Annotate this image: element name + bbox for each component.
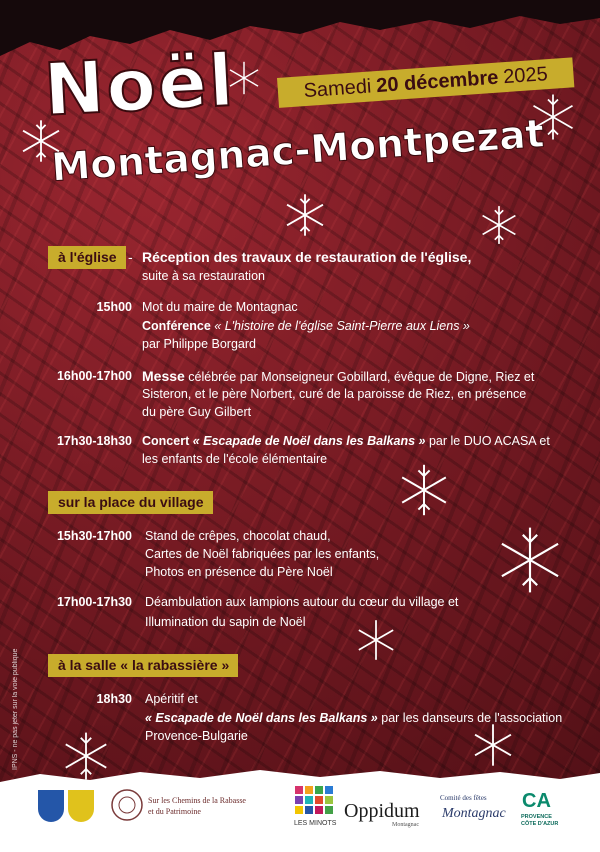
dance-text: par les danseurs de l'association [381, 711, 563, 725]
event-line: par Philippe Borgard [142, 337, 256, 351]
ca-region-line1: PROVENCE [521, 814, 552, 820]
credit-agricole-logo: CA [522, 790, 551, 812]
event-line: Déambulation aux lampions autour du cœur du village et [145, 595, 459, 609]
event-line: Provence-Bulgarie [145, 729, 248, 743]
snowflake-icon [18, 118, 64, 164]
rabasse-subtitle: et du Patrimoine [148, 807, 201, 816]
eglise-subline: suite à sa restauration [142, 269, 265, 283]
event-time: 18h30 [96, 692, 132, 706]
date-weekday: Samedi [302, 74, 373, 102]
snowflake-icon [282, 192, 328, 238]
snowflake-icon [396, 462, 452, 518]
event-line [142, 368, 534, 385]
comite-label: Comité des fêtes [440, 794, 487, 802]
event-time: 16h00-17h00 [56, 369, 132, 383]
concert-text: par le DUO ACASA et [428, 434, 550, 448]
conference-label: Conférence [142, 319, 211, 333]
coat-of-arms-logo [68, 790, 94, 822]
coat-of-arms-logo [38, 790, 64, 822]
event-line: Stand de crêpes, chocolat chaud, [145, 529, 331, 543]
les-minots-name: LES MINOTS [294, 820, 337, 827]
event-line: Mot du maire de Montagnac [142, 300, 298, 314]
event-line: Cartes de Noël fabriquées par les enfants, [145, 547, 380, 561]
messe-label: Messe [142, 368, 185, 384]
event-line: Sisteron, et le père Norbert, curé de la paroisse de Riez, en présence [142, 387, 527, 401]
rabasse-logo [110, 788, 144, 822]
event-time: 15h30-17h00 [56, 529, 132, 543]
snowflake-icon [494, 524, 566, 596]
oppidum-logo: Oppidum [344, 800, 420, 822]
snowflake-icon [470, 722, 516, 768]
event-line [142, 318, 470, 334]
section-tag-eglise: à l'église [48, 246, 126, 269]
snowflake-icon [226, 60, 262, 96]
dance-title: « Escapade de Noël dans les Balkans » [145, 711, 378, 725]
conference-title: « L'histoire de l'église Saint-Pierre aux Liens » [214, 319, 470, 333]
event-line: Apéritif et [145, 692, 198, 706]
section-tag-place: sur la place du village [48, 491, 213, 514]
event-time: 15h00 [96, 300, 132, 314]
snowflake-icon [528, 92, 578, 142]
concert-label: Concert [142, 434, 190, 448]
event-line: du père Guy Gilbert [142, 405, 252, 419]
rabasse-name: Sur les Chemins de la Rabasse [148, 796, 246, 805]
messe-text: célébrée par Monseigneur Gobillard, évêque de Digne, Riez et [188, 370, 535, 384]
event-time: 17h30-18h30 [56, 434, 132, 448]
dash: - [128, 249, 133, 265]
date-year: 2025 [502, 62, 549, 88]
event-line [142, 433, 550, 449]
section-tag-salle: à la salle « la rabassière » [48, 654, 238, 677]
eglise-headline: Réception des travaux de restauration de l'église, [142, 249, 472, 265]
title-village: Montagnac-Montpezat [50, 111, 546, 191]
oppidum-subtitle: Montagnac [392, 822, 419, 828]
title-noel: Noël [42, 37, 238, 132]
snowflake-icon [354, 618, 398, 662]
event-line: Photos en présence du Père Noël [145, 565, 333, 579]
date-day-month: 20 décembre [375, 66, 500, 97]
comite-logo: Montagnac [442, 806, 506, 821]
event-line: les enfants de l'école élémentaire [142, 452, 328, 466]
ca-region-line2: CÔTE D'AZUR [521, 821, 559, 827]
snowflake-icon [478, 204, 520, 246]
event-time: 17h00-17h30 [56, 595, 132, 609]
les-minots-logo [294, 784, 334, 818]
ipns-note: IPNS - ne pas jeter sur la voie publique [12, 648, 19, 770]
event-line: Illumination du sapin de Noël [145, 615, 306, 629]
concert-title: « Escapade de Noël dans les Balkans » [192, 434, 426, 448]
event-line [145, 710, 562, 726]
